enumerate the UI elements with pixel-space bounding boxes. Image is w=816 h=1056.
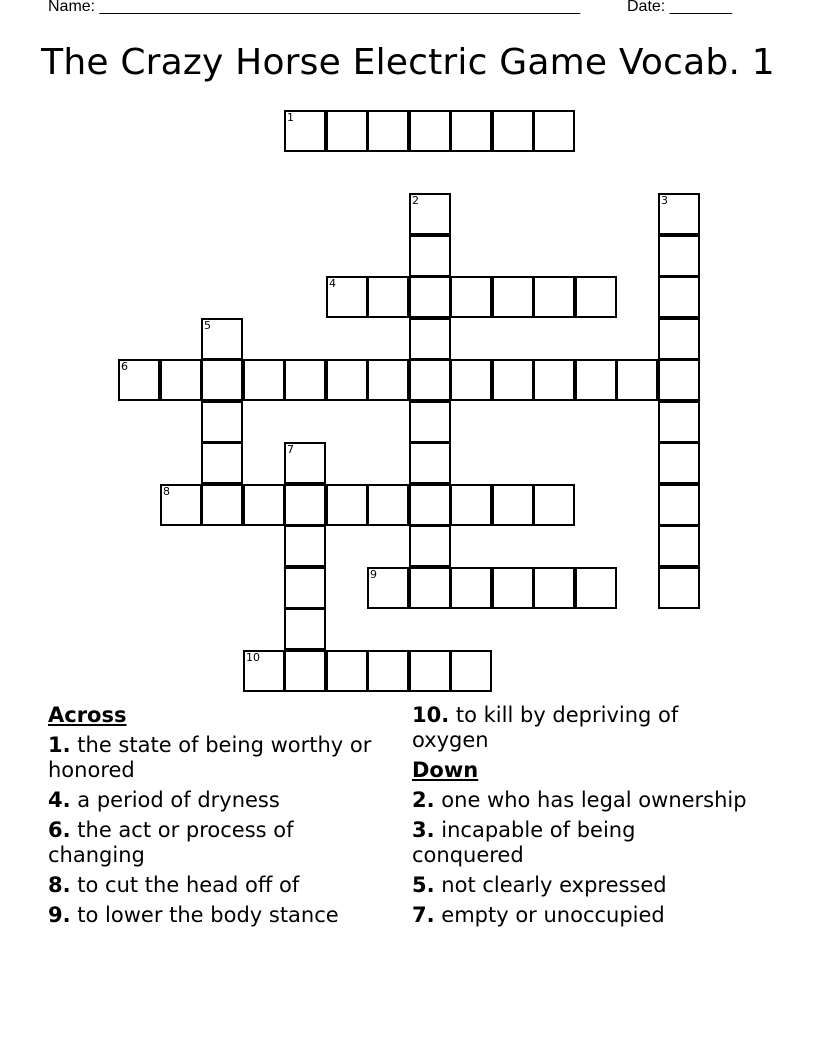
grid-cell[interactable] <box>201 318 243 360</box>
grid-cell[interactable] <box>658 525 700 567</box>
grid-cell[interactable] <box>367 484 409 526</box>
grid-cell[interactable] <box>201 484 243 526</box>
clues-left-column <box>48 703 388 933</box>
grid-cell[interactable] <box>367 110 409 152</box>
grid-cell[interactable] <box>658 193 700 235</box>
grid-cell[interactable] <box>409 235 451 277</box>
grid-cell[interactable] <box>367 650 409 692</box>
grid-cell[interactable] <box>243 484 285 526</box>
grid-cell[interactable] <box>284 525 326 567</box>
grid-cell[interactable] <box>326 359 368 401</box>
cell-number: 8 <box>163 485 170 498</box>
grid-cell[interactable] <box>450 110 492 152</box>
name-field-label: Name: ______________________________________________________ <box>48 0 581 15</box>
grid-cell[interactable] <box>658 318 700 360</box>
grid-cell[interactable] <box>575 276 617 318</box>
grid-cell[interactable] <box>243 650 285 692</box>
clue-across-4: 4. a period of dryness <box>48 788 280 812</box>
grid-cell[interactable] <box>284 650 326 692</box>
clue-across-10: 10. to kill by depriving of oxygen <box>412 703 679 752</box>
cell-number: 6 <box>121 360 128 373</box>
grid-cell[interactable] <box>284 359 326 401</box>
grid-cell[interactable] <box>492 484 534 526</box>
grid-cell[interactable] <box>326 650 368 692</box>
grid-cell[interactable] <box>160 359 202 401</box>
grid-cell[interactable] <box>533 484 575 526</box>
grid-cell[interactable] <box>409 525 451 567</box>
cell-number: 10 <box>246 651 260 664</box>
grid-cell[interactable] <box>450 359 492 401</box>
grid-cell[interactable] <box>616 359 658 401</box>
grid-cell[interactable] <box>409 650 451 692</box>
grid-cell[interactable] <box>409 442 451 484</box>
grid-cell[interactable] <box>575 567 617 609</box>
grid-cell[interactable] <box>409 484 451 526</box>
grid-cell[interactable] <box>367 567 409 609</box>
cell-number: 9 <box>370 568 377 581</box>
cell-number: 1 <box>287 111 294 124</box>
cell-number: 7 <box>287 443 294 456</box>
grid-cell[interactable] <box>326 110 368 152</box>
grid-cell[interactable] <box>492 110 534 152</box>
grid-cell[interactable] <box>201 401 243 443</box>
clue-across-8: 8. to cut the head off of <box>48 873 300 897</box>
grid-cell[interactable] <box>658 401 700 443</box>
grid-cell[interactable] <box>284 608 326 650</box>
grid-cell[interactable] <box>658 276 700 318</box>
grid-cell[interactable] <box>450 484 492 526</box>
grid-cell[interactable] <box>450 276 492 318</box>
grid-cell[interactable] <box>492 567 534 609</box>
grid-cell[interactable] <box>492 276 534 318</box>
grid-cell[interactable] <box>658 567 700 609</box>
grid-cell[interactable] <box>284 442 326 484</box>
grid-cell[interactable] <box>658 442 700 484</box>
clue-down-7: 7. empty or unoccupied <box>412 903 665 927</box>
grid-cell[interactable] <box>658 359 700 401</box>
clue-across-6: 6. the act or process of changing <box>48 818 294 867</box>
grid-cell[interactable] <box>533 567 575 609</box>
grid-cell[interactable] <box>201 442 243 484</box>
grid-cell[interactable] <box>367 359 409 401</box>
cell-number: 3 <box>661 194 668 207</box>
grid-cell[interactable] <box>575 359 617 401</box>
grid-cell[interactable] <box>326 484 368 526</box>
clue-down-5: 5. not clearly expressed <box>412 873 667 897</box>
date-field-label: Date: _______ <box>627 0 732 15</box>
grid-cell[interactable] <box>409 359 451 401</box>
grid-cell[interactable] <box>243 359 285 401</box>
grid-cell[interactable] <box>326 276 368 318</box>
across-heading: Across <box>48 703 127 727</box>
grid-cell[interactable] <box>284 110 326 152</box>
grid-cell[interactable] <box>284 484 326 526</box>
grid-cell[interactable] <box>201 359 243 401</box>
grid-cell[interactable] <box>118 359 160 401</box>
grid-cell[interactable] <box>409 193 451 235</box>
grid-cell[interactable] <box>409 110 451 152</box>
grid-cell[interactable] <box>367 276 409 318</box>
grid-cell[interactable] <box>658 484 700 526</box>
grid-cell[interactable] <box>450 650 492 692</box>
grid-cell[interactable] <box>409 401 451 443</box>
grid-cell[interactable] <box>409 567 451 609</box>
page-title: The Crazy Horse Electric Game Vocab. 1 <box>41 42 775 83</box>
clue-across-1: 1. the state of being worthy or honored <box>48 733 372 782</box>
clues-right-column <box>412 703 752 933</box>
grid-cell[interactable] <box>533 110 575 152</box>
grid-cell[interactable] <box>533 359 575 401</box>
grid-cell[interactable] <box>450 567 492 609</box>
grid-cell[interactable] <box>160 484 202 526</box>
clue-down-2: 2. one who has legal ownership <box>412 788 747 812</box>
clue-across-9: 9. to lower the body stance <box>48 903 339 927</box>
cell-number: 5 <box>204 319 211 332</box>
grid-cell[interactable] <box>492 359 534 401</box>
grid-cell[interactable] <box>284 567 326 609</box>
cell-number: 2 <box>412 194 419 207</box>
grid-cell[interactable] <box>409 276 451 318</box>
grid-cell[interactable] <box>409 318 451 360</box>
down-heading: Down <box>412 758 479 782</box>
cell-number: 4 <box>329 277 336 290</box>
grid-cell[interactable] <box>658 235 700 277</box>
grid-cell[interactable] <box>533 276 575 318</box>
clue-down-3: 3. incapable of being conquered <box>412 818 636 867</box>
